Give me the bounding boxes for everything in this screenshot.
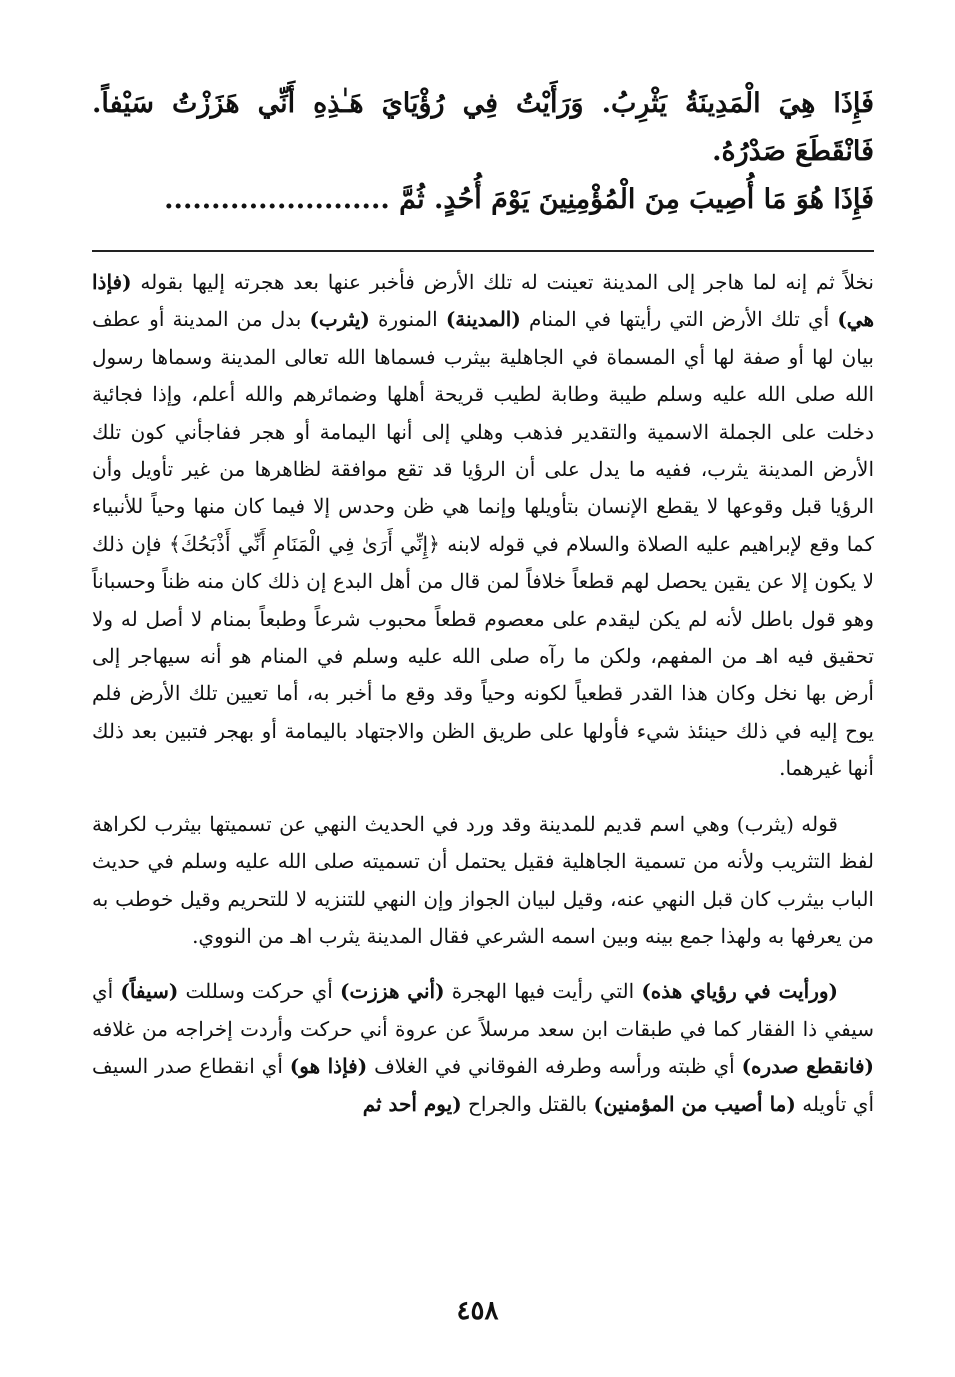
book-page	[92, 80, 874, 1141]
bold-quote: (ورأيت في رؤياي هذه)	[641, 979, 839, 1004]
text-run: بدل من المدينة أو عطف بيان لها أو صفة لها أي المسماة في الجاهلية بيثرب فسماها الله تعالى المدينة وسماها رسول الله صلى الله عليه وسلم طيبة وطابة لطيب قريحة أهلها وضمائرهم والله أعلم، وإذا فجائية دخلت على الجملة الاسمية والتقدير فذهب وهلي إلى أنها اليمامة أو هجر ففاجأني كون تلك الأرض المدينة يثرب، ففيه ما يدل على أن الرؤيا قد تقع موافقة لظاهرها من غير تأويل وأن الرؤيا قبل وقوعها لا يقطع الإنسان بتأويلها وإنما هي ظن وحدس إلا فيما كان منها وحياً للأنبياء كما وقع لإبراهيم عليه الصلاة والسلام في قوله لابنه	[92, 307, 874, 556]
text-run: التي رأيت فيها الهجرة	[444, 979, 642, 1004]
text-run: أي تلك الأرض التي رأيتها في المنام	[520, 307, 838, 332]
text-run: بالقتل والجراح	[461, 1091, 594, 1116]
hadith-line: فَإِذَا هُوَ مَا أُصِيبَ مِنَ الْمُؤْمِنِينَ يَوْمَ أُحُدٍ. ثُمَّ ........................	[164, 184, 874, 215]
bold-quote: (سيفاً)	[120, 979, 179, 1004]
commentary-paragraph: قوله (يثرب) وهي اسم قديم للمدينة وقد ورد في الحديث النهي عن تسميتها بيثرب لكراهة لفظ التثريب ولأنه من تسمية الجاهلية فقيل يحتمل أن تسميته صلى الله عليه وسلم في حديث الباب بيثرب كان قبل النهي عنه، وقيل لبيان الجواز وإن النهي للتنزيه لا للتحريم وقيل خوطب به من يعرفها به ولهذا جمع بينه وبين اسمه الشرعي فقال المدينة يثرب اهـ من النووي.	[92, 811, 874, 948]
text-run: فإن ذلك لا يكون إلا عن يقين يحصل لهم قطعاً خلافاً لمن قال من أهل البدع إن ذلك كان منه ظناً وحسباناً وهو قول باطل لأنه لم يكن ليقدم على معصوم قطعاً محبوب شرعاً وطبعاً بمنام لا أصل له ولا تحقيق فيه اهـ من المفهم، ولكن ما رآه صلى الله عليه وسلم في المنام هو أنه سيهاجر إلى أرض بها نخل وكان هذا القدر قطعياً لكونه وحياً وقد وقع ما أخبر به، أما تعيين تلك الأرض فلم يوح إليه في ذلك حينئذ شيء فأولها على طريق الظن والاجتهاد باليمامة أو بهجر فتبين بعد ذلك أنها غيرهما.	[92, 531, 874, 781]
text-run: المنورة	[369, 307, 446, 332]
bold-quote: (المدينة)	[445, 307, 521, 332]
hadith-text	[92, 80, 874, 224]
text-run: نخلاً ثم إنه لما هاجر إلى المدينة تعينت له تلك الأرض فأخبر عنها بعد هجرته إليها بقوله	[131, 270, 874, 294]
bold-quote: (أني هززت)	[340, 979, 445, 1004]
footnote-divider	[92, 250, 874, 252]
bold-quote: (فانقطع صدره)	[741, 1054, 874, 1079]
commentary-paragraph	[92, 973, 874, 1123]
bold-quote: (ما أصيب من المؤمنين)	[593, 1091, 796, 1116]
page-number: ٤٥٨	[456, 1296, 499, 1326]
commentary-paragraph	[92, 264, 874, 788]
text-run: أي انقطاع صدر السيف أي تأويله	[92, 1054, 874, 1116]
bold-quote: (فإذا هو)	[289, 1054, 368, 1079]
text-run: أي حركت وسللت	[178, 979, 341, 1004]
bold-quote: (فإذا هي)	[92, 270, 875, 332]
commentary	[92, 264, 874, 1123]
text-run: أي ظبته ورأسه وطرفه الفوقاني في الغلاف	[367, 1054, 742, 1079]
quran-quote: ﴿إِنِّي أَرَىٰ فِي الْمَنَامِ أَنِّي أَذْبَحُكَ﴾	[169, 531, 440, 556]
bold-quote: (يثرب)	[309, 307, 370, 332]
text-run: أي سيفي ذا الفقار كما في طبقات ابن سعد مرسلاً عن عروة أني حركت وأردت إخراجه من غلافه	[92, 979, 874, 1041]
bold-quote: (يوم أحد ثم	[362, 1091, 462, 1116]
hadith-line: فَإِذَا هِيَ الْمَدِينَةُ يَثْرِبُ. وَرَأَيْتُ فِي رُؤْيَايَ هَـٰذِهِ أَنِّي هَزَزْتُ سَيْفاً. فَانْقَطَعَ صَدْرُهُ.	[92, 88, 874, 167]
